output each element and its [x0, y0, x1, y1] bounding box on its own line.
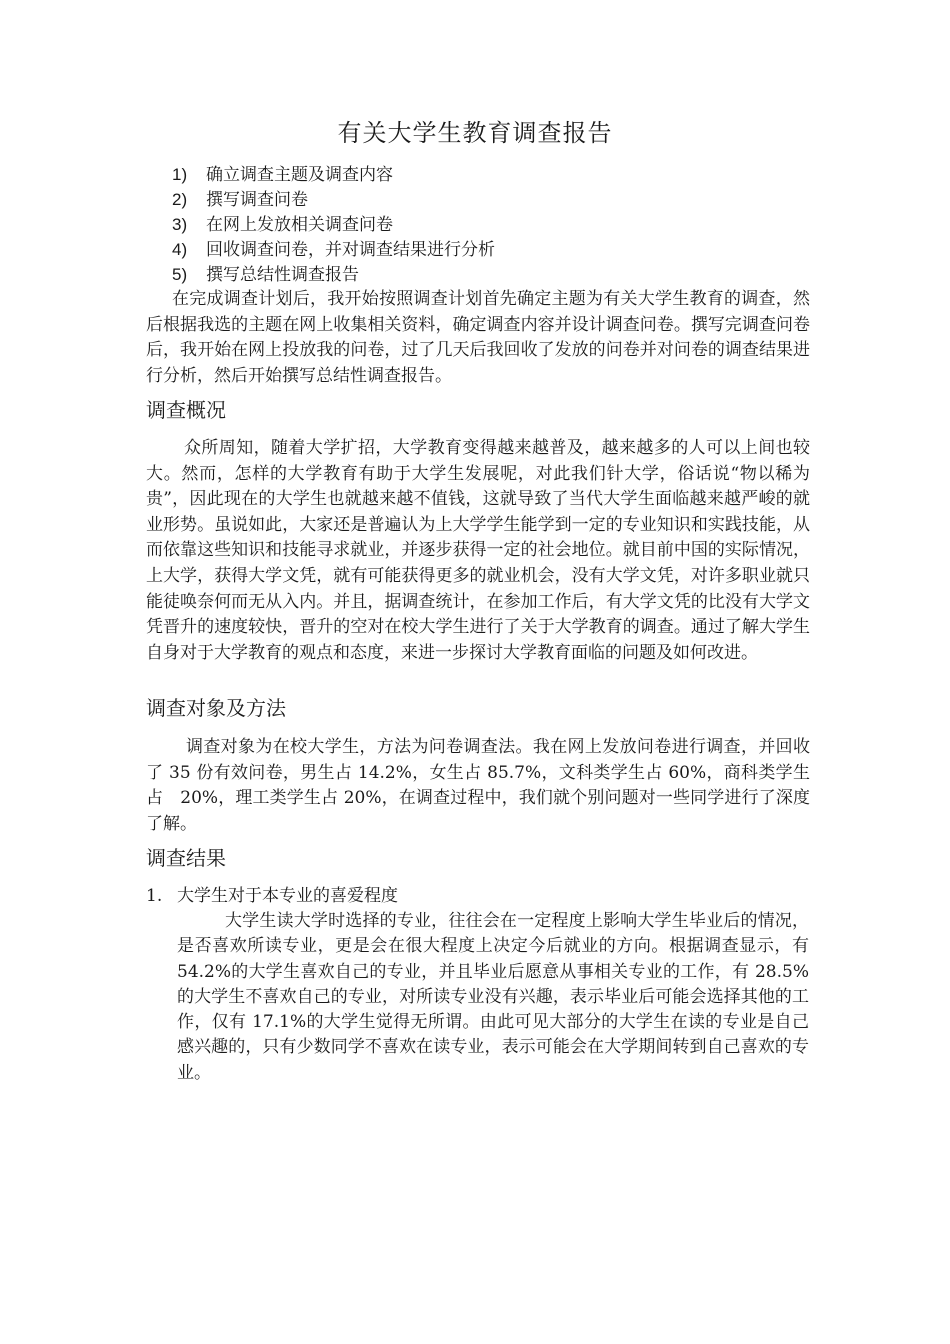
step-item: [172, 212, 495, 237]
overview-heading: 调查概况: [146, 398, 226, 422]
method-heading: 调查对象及方法: [146, 696, 286, 720]
document-title: 有关大学生教育调查报告: [337, 119, 613, 147]
step-text: 撰写总结性调查报告: [206, 265, 359, 285]
step-number: 5): [172, 265, 188, 284]
step-text: 确立调查主题及调查内容: [206, 165, 393, 185]
step-text: 撰写调查问卷: [206, 190, 308, 210]
step-number: 4): [172, 240, 188, 259]
result-item-body: 大学生读大学时选择的专业，往往会在一定程度上影响大学生毕业后的情况，是否喜欢所读专业，更是会在很大程度上决定今后就业的方向。根据调查显示，有 54.2%的大学生喜欢自己的专业，并且毕业后愿意从事相关专业的工作，有 28.5%的大学生不喜欢自己的专业，对所读专业没有兴趣，表示毕业后可能会选择其他的工作，仅有 17.1%的大学生觉得无所谓。由此可见大部分的大学生在读的专业是自己感兴趣的，只有少数同学不喜欢在读专业，表示可能会在大学期间转到自己喜欢的专业。: [177, 911, 809, 1083]
steps-list: [172, 162, 495, 287]
step-item: [172, 187, 495, 212]
step-number: 2): [172, 190, 188, 209]
result-item-title: 大学生对于本专业的喜爱程度: [177, 886, 398, 906]
step-item: [172, 262, 495, 287]
results-heading: 调查结果: [146, 846, 226, 870]
step-number: 1): [172, 165, 188, 184]
step-number: 3): [172, 215, 188, 234]
step-item: [172, 162, 495, 187]
step-text: 在网上发放相关调查问卷: [206, 215, 393, 235]
intro-paragraph: 在完成调查计划后，我开始按照调查计划首先确定主题为有关大学生教育的调查，然后根据我选的主题在网上收集相关资料，确定调查内容并设计调查问卷。撰写完调查问卷后，我开始在网上投放我的问卷，过了几天后我回收了发放的问卷并对问卷的调查结果进行分析，然后开始撰写总结性调查报告。: [146, 289, 810, 386]
step-item: [172, 237, 495, 262]
overview-paragraph: 众所周知，随着大学扩招，大学教育变得越来越普及，越来越多的人可以上间也较大。然而，怎样的大学教育有助于大学生发展呢，对此我们针大学，俗话说“物以稀为贵”，因此现在的大学生也就越来越不值钱，这就导致了当代大学生面临越来越严峻的就业形势。虽说如此，大家还是普遍认为上大学学生能学到一定的专业知识和实践技能，从而依靠这些知识和技能寻求就业，并逐步获得一定的社会地位。就目前中国的实际情况，上大学，获得大学文凭，就有可能获得更多的就业机会，没有大学文凭，对许多职业就只能徒唤奈何而无从入内。并且，据调查统计，在参加工作后，有大学文凭的比没有大学文凭晋升的速度较快，晋升的空对在校大学生进行了关于大学教育的调查。通过了解大学生自身对于大学教育的观点和态度，来进一步探讨大学教育面临的问题及如何改进。: [146, 438, 810, 663]
step-text: 回收调查问卷，并对调查结果进行分析: [206, 240, 495, 260]
result-item-number: 1.: [146, 886, 163, 906]
method-paragraph: 调查对象为在校大学生，方法为问卷调查法。我在网上发放问卷进行调查，并回收了 35 份有效问卷，男生占 14.2%，女生占 85.7%，文科类学生占 60%，商科类学生占 20%，理工类学生占 20%，在调查过程中，我们就个别问题对一些同学进行了深度了解。: [146, 737, 810, 834]
